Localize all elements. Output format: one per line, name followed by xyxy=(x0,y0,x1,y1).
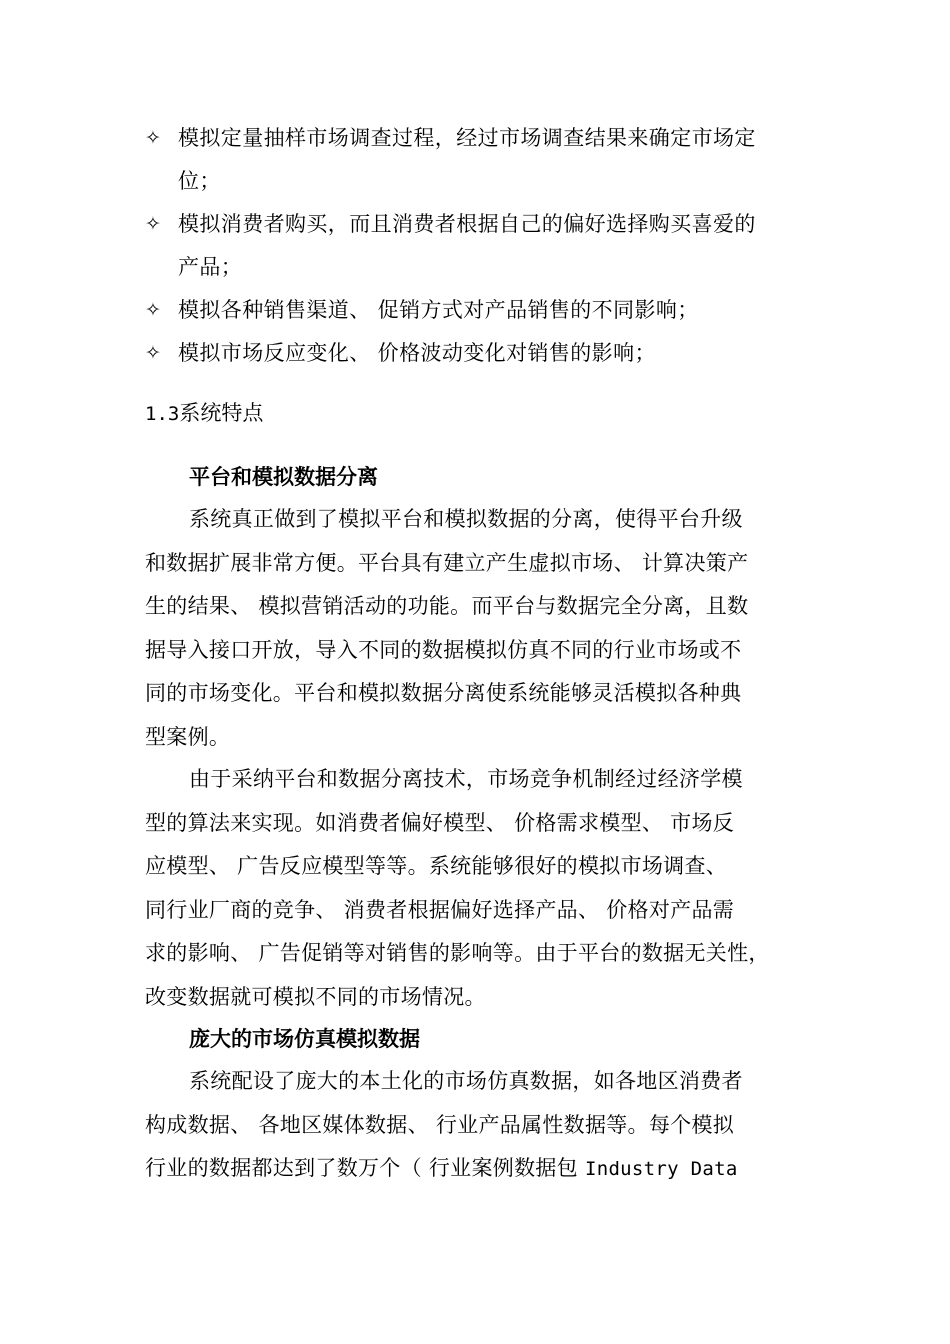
subheading-market-simulation-data: 庞大的市场仿真模拟数据 xyxy=(189,1027,420,1051)
text-line: 构成数据、 各地区媒体数据、 行业产品属性数据等。每个模拟 xyxy=(145,1112,735,1137)
subheading-platform-data-separation: 平台和模拟数据分离 xyxy=(189,465,378,489)
bullet-item xyxy=(145,332,815,375)
bullet-text: 模拟市场反应变化、 价格波动变化对销售的影响； xyxy=(178,341,656,365)
text-line: 型案例。 xyxy=(145,724,231,749)
text-line: 生的结果、 模拟营销活动的功能。而平台与数据完全分离，且数 xyxy=(145,594,749,619)
text-line-tail: Industry Data xyxy=(584,1158,738,1181)
paragraph-technology xyxy=(145,758,813,1020)
text-line: 同的市场变化。平台和模拟数据分离使系统能够灵活模拟各种典 xyxy=(145,681,742,706)
text-line: 同行业厂商的竞争、 消费者根据偏好选择产品、 价格对产品需 xyxy=(145,897,735,922)
diamond-bullet-icon: ✧ xyxy=(145,299,162,321)
text-line: 应模型、 广告反应模型等等。系统能够很好的模拟市场调查、 xyxy=(145,854,728,879)
diamond-bullet-icon: ✧ xyxy=(145,342,162,364)
paragraph-simulation-data xyxy=(145,1060,813,1192)
section-number: 1.3 xyxy=(145,403,180,425)
text-line: 由于采纳平台和数据分离技术，市场竞争机制经过经济学模 xyxy=(189,767,743,791)
bullet-item xyxy=(145,289,815,332)
bullet-text: 模拟定量抽样市场调查过程，经过市场调查结果来确定市场定 xyxy=(178,126,756,150)
text-line: 和数据扩展非常方便。平台具有建立产生虚拟市场、 计算决策产 xyxy=(145,550,749,575)
text-line: 系统真正做到了模拟平台和模拟数据的分离，使得平台升级 xyxy=(189,507,743,531)
bullet-item xyxy=(145,203,815,289)
bullet-list xyxy=(145,117,815,375)
text-line xyxy=(145,1147,813,1192)
bullet-item xyxy=(145,117,815,203)
bullet-text: 模拟消费者购买，而且消费者根据自己的偏好选择购买喜爱的 xyxy=(178,212,756,236)
diamond-bullet-icon: ✧ xyxy=(145,127,162,149)
text-line: 据导入接口开放，导入不同的数据模拟仿真不同的行业市场或不 xyxy=(145,637,742,662)
text-line: 型的算法来实现。如消费者偏好模型、 价格需求模型、 市场反 xyxy=(145,810,735,835)
diamond-bullet-icon: ✧ xyxy=(145,213,162,235)
bullet-text: 模拟各种销售渠道、 促销方式对产品销售的不同影响； xyxy=(178,298,699,322)
text-line: 系统配设了庞大的本土化的市场仿真数据，如各地区消费者 xyxy=(189,1069,743,1093)
section-heading xyxy=(145,392,263,436)
paragraph-separation xyxy=(145,498,813,760)
text-line-main: 行业的数据都达到了数万个（ 行业案例数据包 xyxy=(145,1156,578,1181)
text-line: 求的影响、 广告促销等对销售的影响等。由于平台的数据无关性， xyxy=(145,941,770,966)
text-line: 改变数据就可模拟不同的市场情况。 xyxy=(145,984,486,1009)
bullet-text: 位； xyxy=(178,169,221,193)
bullet-text: 产品； xyxy=(178,255,243,279)
section-title: 系统特点 xyxy=(179,401,264,425)
